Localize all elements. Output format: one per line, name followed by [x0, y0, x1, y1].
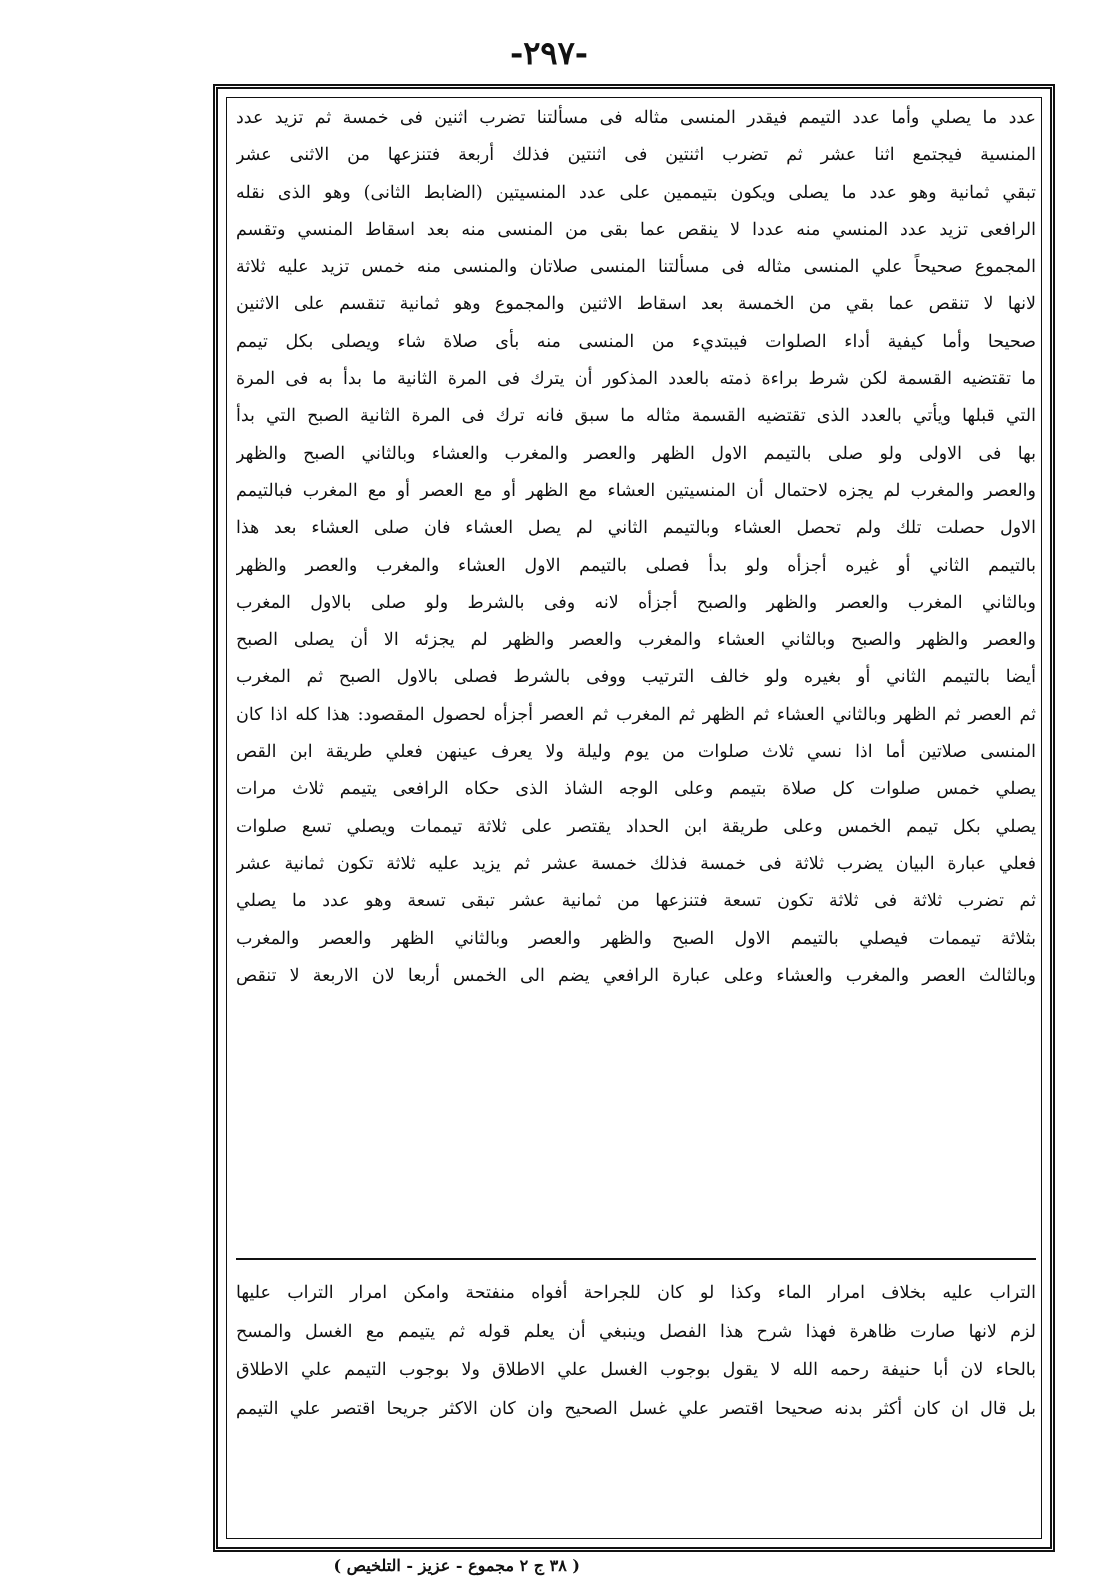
text-line: المنسى صلاتين أما اذا نسي ثلاث صلوات من يوم وليلة ولا يعرف عينهن فعلي طريقة ابن القص: [236, 742, 1036, 763]
text-line: ما تقتضيه القسمة لكن شرط براءة ذمته بالعدد المذكور أن يترك فى المرة الثانية ما بدأ به فى المرة: [236, 369, 1036, 390]
text-line: عدد ما يصلي وأما عدد التيمم فيقدر المنسى مثاله فى مسألتنا تضرب اثنين فى خمسة ثم تزيد عدد: [236, 108, 1036, 128]
text-line: وبالثاني المغرب والعصر والظهر والصبح أجزأه لانه وفى بالشرط ولو صلى بالاول المغرب: [236, 592, 1036, 613]
text-line: لانها لا تنقص عما بقي من الخمسة بعد اسقاط الاثنين والمجموع وهو ثمانية تنقسم على الاثنين: [236, 294, 1036, 315]
text-line: وبالثالث العصر والمغرب والعشاء وعلى عبارة الرافعي يضم الى الخمس أربعا لان الاربعة لا تنقص: [236, 965, 1036, 986]
text-line: التي قبلها ويأتي بالعدد الذى تقتضيه القسمة مثاله ما سبق فانه ترك فى المرة الثانية الصبح التي بدأ: [236, 406, 1036, 427]
text-line: يصلي بكل تيمم الخمس وعلى طريقة ابن الحداد يقتصر على ثلاثة تيممات ويصلي تسع صلوات: [236, 816, 1036, 837]
footnote-line: لزم لانها صارت ظاهرة فهذا شرح هذا الفصل وينبغي أن يعلم قوله ثم يتيمم مع الغسل والمسح: [236, 1321, 1036, 1342]
text-line: والعصر والمغرب لم يجزه لاحتمال أن المنسيتين العشاء مع الظهر أو مع العصر أو مع المغرب فبالتيمم: [236, 480, 1036, 501]
text-line: صحيحا وأما كيفية أداء الصلوات فيبتديء من المنسى منه بأى صلاة شاء ويصلى بكل تيمم: [236, 331, 1036, 352]
text-line: المنسية فيجتمع اثنا عشر ثم تضرب اثنتين فى اثنتين فذلك أربعة فتنزعها من الاثنى عشر: [236, 145, 1036, 166]
footnote-text: [236, 1274, 1036, 1534]
page-number: -٢٩٧-: [509, 34, 589, 72]
text-line: والعصر والظهر والصبح وبالثاني العشاء والمغرب والعصر والظهر لم يجزئه الا أن يصلى الصبح: [236, 630, 1036, 651]
text-line: بها فى الاولى ولو صلى بالتيمم الاول الظهر والعصر والمغرب والعشاء وبالثاني الصبح والظهر: [236, 443, 1036, 464]
footnote-line: التراب عليه بخلاف امرار الماء وكذا لو كان للجراحة أفواه منفتحة وامكن امرار التراب عليها: [236, 1283, 1036, 1303]
text-line: يصلي خمس صلوات كل صلاة بتيمم وعلى الوجه الشاذ الذى حكاه الرافعى يتيمم ثلاث مرات: [236, 779, 1036, 800]
footnote-line: بل قال ان كان أكثر بدنه صحيحا اقتصر علي غسل الصحيح وان كان الاكثر جريحا اقتصر علي التيمم: [236, 1398, 1036, 1419]
text-line: فعلي عبارة البيان يضرب ثلاثة فى خمسة فذلك خمسة عشر ثم يزيد عليه ثلاثة تكون ثمانية عشر: [236, 853, 1036, 874]
main-text: [236, 100, 1036, 1255]
text-line: الرافعى تزيد عدد المنسي منه عددا لا ينقص عما بقى من المنسى منه بعد اسقاط المنسي وتقسم: [236, 219, 1036, 240]
footnote-divider: [236, 1258, 1036, 1260]
text-line: ثم تضرب ثلاثة فى ثلاثة تكون تسعة فتنزعها من ثمانية عشر تبقى تسعة وهو عدد ما يصلي: [236, 891, 1036, 912]
text-line: بثلاثة تيممات فيصلي بالتيمم الاول الصبح والظهر والعصر وبالثاني الظهر والعصر والمغرب: [236, 928, 1036, 949]
text-line: المجموع صحيحاً علي المنسى مثاله فى مسألتنا المنسى صلاتان والمنسى منه خمس تزيد عليه ثلاثة: [236, 257, 1036, 278]
text-line: بالتيمم الثاني أو غيره أجزأه ولو بدأ فصلى بالتيمم الاول العشاء والمغرب والعصر والظهر: [236, 555, 1036, 576]
signature-footer: ( ٣٨ ج ٢ مجموع - عزيز - التلخيص ): [333, 1556, 580, 1575]
text-line: ثم العصر ثم الظهر وبالثاني العشاء ثم الظهر ثم المغرب ثم العصر أجزأه لحصول المقصود: هذا كله اذا كان: [236, 704, 1036, 725]
text-line: تبقي ثمانية وهو عدد ما يصلى ويكون بتيممين على عدد المنسيتين (الضابط الثانى) وهو الذى نقله: [236, 182, 1036, 203]
footnote-line: بالحاء لان أبا حنيفة رحمه الله لا يقول بوجوب الغسل علي الاطلاق ولا بوجوب التيمم علي الاطلاق: [236, 1360, 1036, 1380]
text-line: الاول حصلت تلك ولم تحصل العشاء وبالتيمم الثاني لم يصل العشاء فان صلى العشاء بعد هذا: [236, 518, 1036, 539]
text-line: أيضا بالتيمم الثاني أو بغيره ولو خالف الترتيب ووفى بالشرط فصلى بالاول الصبح ثم المغرب: [236, 667, 1036, 688]
text-line: [236, 995, 1036, 1032]
